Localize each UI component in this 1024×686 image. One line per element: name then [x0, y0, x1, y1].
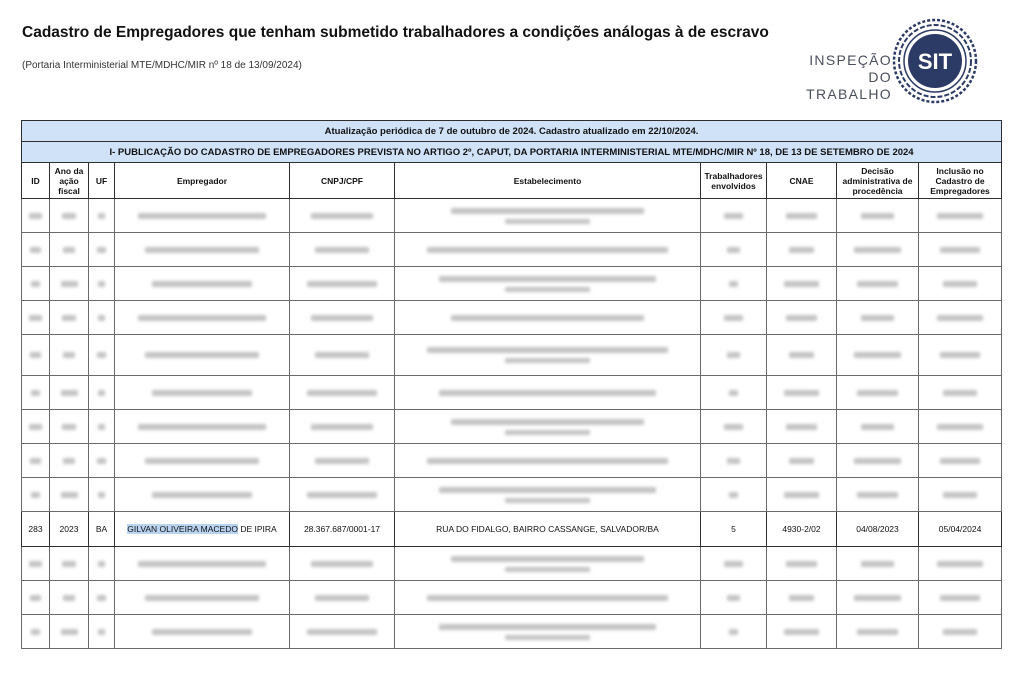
redacted-cell	[919, 267, 1002, 301]
redacted-bar	[854, 595, 900, 601]
redacted-bar	[789, 247, 814, 253]
inspecao-trabalho-logo	[800, 18, 1000, 108]
redacted-bar	[311, 561, 373, 567]
redacted-bar	[307, 281, 377, 287]
redacted-bar	[31, 629, 40, 635]
redacted-bar	[854, 458, 900, 464]
redacted-bar	[62, 561, 76, 567]
redacted-cell	[919, 547, 1002, 581]
redacted-cell	[837, 547, 919, 581]
redacted-bar	[940, 352, 981, 358]
redacted-bar	[29, 561, 42, 567]
redacted-cell	[919, 301, 1002, 335]
redacted-bar	[784, 390, 820, 396]
redacted-cell	[767, 335, 837, 376]
col-estabelecimento: Estabelecimento	[395, 163, 701, 199]
redacted-bar	[505, 635, 589, 640]
document-subtitle: (Portaria Interministerial MTE/MDHC/MIR nº 18 de 13/09/2024)	[22, 60, 302, 71]
redacted-cell	[701, 376, 767, 410]
redacted-bar	[30, 458, 41, 464]
redacted-bar	[727, 458, 740, 464]
redacted-bar	[727, 247, 740, 253]
redacted-cell	[89, 301, 115, 335]
redacted-cell	[89, 444, 115, 478]
redacted-bar	[940, 458, 981, 464]
redacted-bar	[727, 352, 740, 358]
redacted-cell	[22, 267, 50, 301]
cell-inclusao: 05/04/2024	[919, 512, 1002, 547]
redacted-cell	[115, 267, 290, 301]
redacted-cell	[50, 267, 89, 301]
redacted-cell	[837, 335, 919, 376]
redacted-cell	[115, 478, 290, 512]
redacted-bar	[97, 247, 106, 253]
redacted-cell	[837, 267, 919, 301]
redacted-cell	[919, 199, 1002, 233]
table-row	[22, 335, 1002, 376]
redacted-cell	[115, 335, 290, 376]
redacted-bar	[62, 315, 76, 321]
redacted-cell	[50, 581, 89, 615]
redacted-cell	[115, 199, 290, 233]
redacted-bar	[940, 595, 981, 601]
redacted-cell	[395, 199, 701, 233]
table-row	[22, 267, 1002, 301]
redacted-bar	[307, 629, 377, 635]
redacted-bar	[854, 352, 900, 358]
redacted-bar	[729, 492, 738, 498]
redacted-cell	[290, 233, 395, 267]
col-inclusao: Inclusão no Cadastro de Empregadores	[919, 163, 1002, 199]
cell-ano: 2023	[50, 512, 89, 547]
redacted-cell	[89, 615, 115, 649]
redacted-cell	[115, 615, 290, 649]
redacted-bar	[861, 561, 895, 567]
redacted-bar	[451, 315, 644, 321]
redacted-cell	[701, 301, 767, 335]
cell-id: 283	[22, 512, 50, 547]
table-band-update: Atualização periódica de 7 de outubro de 2024. Cadastro atualizado em 22/10/2024.	[22, 121, 1002, 142]
redacted-bar	[784, 281, 820, 287]
redacted-bar	[937, 561, 984, 567]
redacted-cell	[395, 615, 701, 649]
redacted-cell	[50, 335, 89, 376]
redacted-bar	[152, 281, 252, 287]
cell-trabalhadores: 5	[701, 512, 767, 547]
cell-uf: BA	[89, 512, 115, 547]
redacted-cell	[701, 444, 767, 478]
redacted-bar	[937, 315, 984, 321]
redacted-bar	[861, 315, 895, 321]
redacted-bar	[98, 492, 106, 498]
col-empregador: Empregador	[115, 163, 290, 199]
redacted-bar	[63, 352, 75, 358]
table-row	[22, 547, 1002, 581]
cell-decisao: 04/08/2023	[837, 512, 919, 547]
redacted-cell	[22, 301, 50, 335]
redacted-cell	[919, 581, 1002, 615]
redacted-bar	[98, 213, 104, 219]
table-row	[22, 410, 1002, 444]
redacted-cell	[767, 581, 837, 615]
redacted-bar	[97, 352, 106, 358]
table-row	[22, 444, 1002, 478]
redacted-cell	[837, 233, 919, 267]
redacted-bar	[29, 315, 42, 321]
redacted-bar	[152, 492, 252, 498]
redacted-bar	[31, 281, 40, 287]
redacted-cell	[767, 478, 837, 512]
cell-cnae: 4930-2/02	[767, 512, 837, 547]
redacted-cell	[115, 233, 290, 267]
redacted-cell	[22, 233, 50, 267]
redacted-bar	[29, 424, 42, 430]
redacted-bar	[786, 213, 817, 219]
redacted-bar	[427, 595, 668, 601]
redacted-cell	[919, 376, 1002, 410]
table-row	[22, 581, 1002, 615]
redacted-cell	[22, 335, 50, 376]
table-band-publication: I- PUBLICAÇÃO DO CADASTRO DE EMPREGADORES PREVISTA NO ARTIGO 2º, CAPUT, DA PORTARIA INTERMINISTERIAL MTE/MDHC/MIR Nº 18, DE 13 DE SETEMBRO DE 2024	[22, 142, 1002, 163]
redacted-cell	[395, 410, 701, 444]
redacted-cell	[22, 615, 50, 649]
redacted-bar	[861, 213, 895, 219]
redacted-bar	[152, 390, 252, 396]
redacted-cell	[115, 376, 290, 410]
redacted-bar	[861, 424, 895, 430]
redacted-bar	[937, 424, 984, 430]
redacted-bar	[62, 424, 76, 430]
employers-table	[21, 120, 1002, 649]
cell-estabelecimento: RUA DO FIDALGO, BAIRRO CASSANGE, SALVADOR/BA	[395, 512, 701, 547]
redacted-bar	[30, 352, 41, 358]
redacted-cell	[395, 233, 701, 267]
col-cnpj: CNPJ/CPF	[290, 163, 395, 199]
col-cnae: CNAE	[767, 163, 837, 199]
redacted-bar	[786, 424, 817, 430]
redacted-cell	[22, 581, 50, 615]
redacted-bar	[152, 629, 252, 635]
redacted-cell	[50, 376, 89, 410]
redacted-bar	[31, 390, 40, 396]
redacted-cell	[919, 444, 1002, 478]
redacted-cell	[701, 478, 767, 512]
redacted-bar	[315, 458, 369, 464]
redacted-bar	[724, 315, 742, 321]
redacted-cell	[50, 547, 89, 581]
redacted-bar	[97, 595, 106, 601]
redacted-cell	[290, 267, 395, 301]
redacted-bar	[29, 213, 42, 219]
redacted-cell	[22, 410, 50, 444]
redacted-cell	[701, 199, 767, 233]
redacted-cell	[837, 301, 919, 335]
redacted-cell	[290, 376, 395, 410]
col-uf: UF	[89, 163, 115, 199]
redacted-bar	[789, 595, 814, 601]
table-row	[22, 301, 1002, 335]
redacted-cell	[919, 615, 1002, 649]
redacted-bar	[311, 424, 373, 430]
redacted-bar	[451, 556, 644, 562]
redacted-bar	[727, 595, 740, 601]
table-row	[22, 199, 1002, 233]
redacted-bar	[98, 561, 104, 567]
redacted-cell	[115, 301, 290, 335]
redacted-bar	[311, 213, 373, 219]
redacted-cell	[837, 581, 919, 615]
redacted-cell	[89, 547, 115, 581]
redacted-bar	[98, 424, 104, 430]
redacted-bar	[505, 567, 589, 572]
redacted-cell	[767, 199, 837, 233]
redacted-bar	[138, 424, 266, 430]
redacted-bar	[98, 390, 106, 396]
redacted-cell	[919, 335, 1002, 376]
col-id: ID	[22, 163, 50, 199]
redacted-cell	[290, 199, 395, 233]
redacted-bar	[61, 629, 78, 635]
empregador-rest: DE IPIRA	[237, 524, 277, 534]
col-decisao: Decisão administrativa de procedência	[837, 163, 919, 199]
redacted-bar	[315, 595, 369, 601]
redacted-bar	[451, 208, 644, 214]
redacted-bar	[505, 219, 589, 224]
table-row	[22, 233, 1002, 267]
sit-seal-icon	[892, 18, 978, 104]
redacted-cell	[395, 478, 701, 512]
redacted-bar	[145, 595, 259, 601]
redacted-cell	[837, 376, 919, 410]
redacted-cell	[89, 478, 115, 512]
redacted-bar	[138, 561, 266, 567]
redacted-cell	[767, 376, 837, 410]
blurred-rows-bottom	[22, 547, 1002, 649]
redacted-bar	[427, 347, 668, 353]
redacted-bar	[857, 492, 897, 498]
redacted-cell	[395, 376, 701, 410]
redacted-bar	[784, 629, 820, 635]
redacted-bar	[315, 352, 369, 358]
redacted-bar	[311, 315, 373, 321]
table-row	[22, 615, 1002, 649]
redacted-cell	[919, 410, 1002, 444]
redacted-cell	[50, 478, 89, 512]
redacted-cell	[290, 410, 395, 444]
redacted-cell	[22, 444, 50, 478]
logo-text	[800, 52, 892, 103]
redacted-bar	[724, 424, 742, 430]
redacted-cell	[290, 335, 395, 376]
redacted-bar	[439, 390, 656, 396]
redacted-cell	[50, 199, 89, 233]
redacted-cell	[837, 410, 919, 444]
redacted-cell	[89, 335, 115, 376]
redacted-bar	[729, 390, 738, 396]
redacted-cell	[115, 410, 290, 444]
redacted-cell	[89, 199, 115, 233]
redacted-bar	[729, 281, 738, 287]
redacted-bar	[63, 595, 75, 601]
redacted-cell	[395, 301, 701, 335]
redacted-bar	[31, 492, 40, 498]
redacted-bar	[98, 281, 106, 287]
redacted-bar	[505, 498, 589, 503]
redacted-cell	[290, 547, 395, 581]
redacted-bar	[857, 281, 897, 287]
redacted-cell	[919, 233, 1002, 267]
redacted-bar	[724, 561, 742, 567]
redacted-bar	[145, 247, 259, 253]
redacted-cell	[22, 547, 50, 581]
logo-line-2: DO TRABALHO	[806, 69, 892, 102]
redacted-cell	[290, 615, 395, 649]
cell-cnpj: 28.367.687/0001-17	[290, 512, 395, 547]
redacted-bar	[943, 629, 977, 635]
redacted-cell	[115, 444, 290, 478]
redacted-bar	[63, 247, 75, 253]
redacted-cell	[89, 376, 115, 410]
redacted-bar	[62, 213, 76, 219]
redacted-cell	[767, 547, 837, 581]
redacted-cell	[22, 199, 50, 233]
redacted-cell	[767, 301, 837, 335]
redacted-bar	[943, 281, 977, 287]
redacted-bar	[439, 624, 656, 630]
redacted-cell	[837, 478, 919, 512]
redacted-bar	[30, 247, 41, 253]
redacted-cell	[290, 301, 395, 335]
redacted-cell	[115, 581, 290, 615]
redacted-cell	[290, 478, 395, 512]
redacted-cell	[50, 615, 89, 649]
document-title: Cadastro de Empregadores que tenham submetido trabalhadores a condições análogas à de escravo	[22, 24, 769, 41]
redacted-cell	[395, 444, 701, 478]
redacted-bar	[30, 595, 41, 601]
redacted-cell	[837, 615, 919, 649]
redacted-cell	[50, 233, 89, 267]
highlighted-name[interactable]: GILVAN OLIVEIRA MACEDO	[127, 524, 238, 534]
redacted-cell	[22, 478, 50, 512]
redacted-bar	[784, 492, 820, 498]
redacted-cell	[89, 410, 115, 444]
table-row	[22, 376, 1002, 410]
redacted-bar	[724, 213, 742, 219]
logo-line-1: INSPEÇÃO	[809, 52, 892, 68]
redacted-bar	[789, 352, 814, 358]
redacted-bar	[937, 213, 984, 219]
redacted-bar	[857, 629, 897, 635]
redacted-bar	[854, 247, 900, 253]
redacted-cell	[767, 615, 837, 649]
table-row-highlighted	[22, 512, 1002, 547]
redacted-bar	[786, 561, 817, 567]
redacted-bar	[439, 487, 656, 493]
redacted-bar	[789, 458, 814, 464]
table-header-row	[22, 163, 1002, 199]
redacted-bar	[138, 213, 266, 219]
redacted-cell	[701, 335, 767, 376]
redacted-bar	[943, 390, 977, 396]
redacted-cell	[290, 444, 395, 478]
redacted-cell	[395, 581, 701, 615]
redacted-cell	[89, 233, 115, 267]
redacted-cell	[767, 267, 837, 301]
redacted-cell	[115, 547, 290, 581]
redacted-bar	[505, 358, 589, 363]
redacted-cell	[50, 301, 89, 335]
redacted-bar	[505, 430, 589, 435]
redacted-bar	[427, 458, 668, 464]
redacted-bar	[439, 276, 656, 282]
redacted-cell	[767, 410, 837, 444]
redacted-cell	[701, 410, 767, 444]
redacted-cell	[767, 233, 837, 267]
redacted-bar	[451, 419, 644, 425]
redacted-cell	[701, 581, 767, 615]
redacted-bar	[138, 315, 266, 321]
redacted-cell	[22, 376, 50, 410]
redacted-bar	[61, 390, 78, 396]
redacted-bar	[729, 629, 738, 635]
redacted-bar	[98, 629, 106, 635]
redacted-cell	[395, 335, 701, 376]
redacted-bar	[857, 390, 897, 396]
redacted-bar	[61, 492, 78, 498]
redacted-cell	[701, 233, 767, 267]
redacted-cell	[395, 267, 701, 301]
redacted-bar	[427, 247, 668, 253]
redacted-cell	[701, 547, 767, 581]
col-trabalhadores: Trabalhadores envolvidos	[701, 163, 767, 199]
redacted-bar	[943, 492, 977, 498]
redacted-bar	[145, 352, 259, 358]
redacted-cell	[89, 267, 115, 301]
redacted-bar	[145, 458, 259, 464]
blurred-rows-top	[22, 199, 1002, 512]
col-ano: Ano da ação fiscal	[50, 163, 89, 199]
redacted-bar	[786, 315, 817, 321]
redacted-bar	[61, 281, 78, 287]
redacted-bar	[63, 458, 75, 464]
redacted-cell	[919, 478, 1002, 512]
redacted-cell	[701, 615, 767, 649]
redacted-bar	[98, 315, 104, 321]
redacted-bar	[315, 247, 369, 253]
redacted-bar	[940, 247, 981, 253]
redacted-cell	[290, 581, 395, 615]
cell-empregador	[115, 512, 290, 547]
redacted-cell	[837, 444, 919, 478]
redacted-cell	[50, 444, 89, 478]
redacted-bar	[97, 458, 106, 464]
redacted-cell	[701, 267, 767, 301]
redacted-bar	[307, 390, 377, 396]
redacted-bar	[307, 492, 377, 498]
redacted-bar	[505, 287, 589, 292]
redacted-cell	[837, 199, 919, 233]
redacted-cell	[395, 547, 701, 581]
table-row	[22, 478, 1002, 512]
sit-mark: SIT	[917, 49, 953, 74]
redacted-cell	[50, 410, 89, 444]
redacted-cell	[89, 581, 115, 615]
redacted-cell	[767, 444, 837, 478]
